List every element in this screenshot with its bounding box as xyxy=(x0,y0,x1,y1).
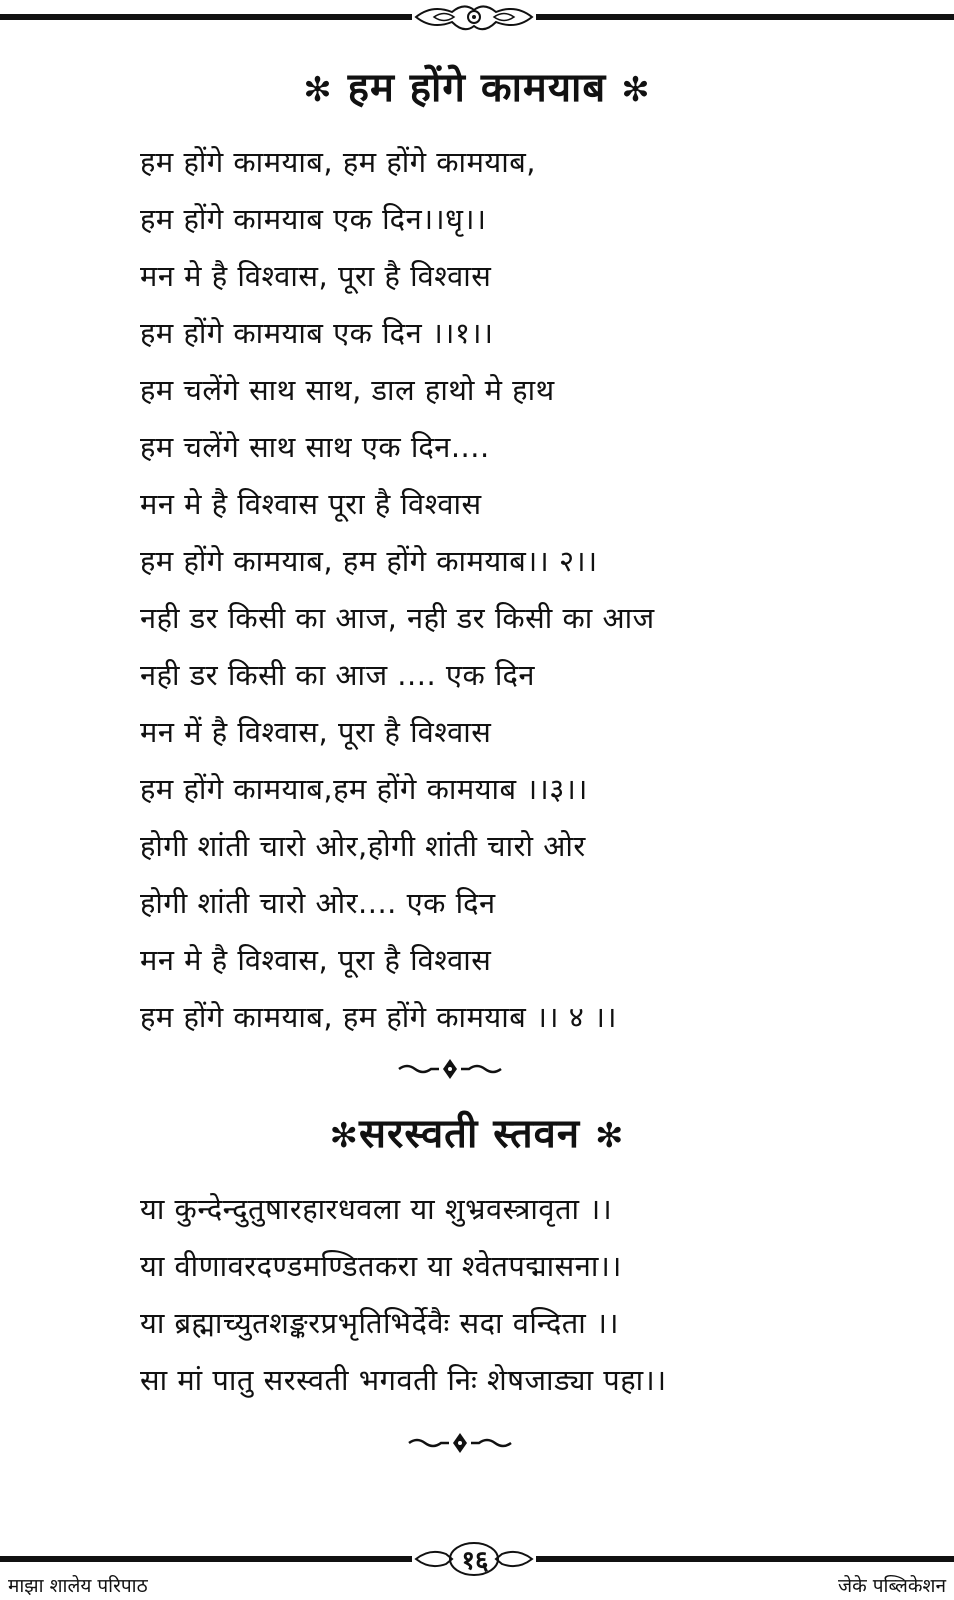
shloka-line: सा मां पातु सरस्वती भगवती निः शेषजाड्या पहा।। xyxy=(140,1363,667,1397)
song-title-saraswati-stavan xyxy=(0,1106,954,1164)
page-number: १६ xyxy=(461,1546,489,1576)
verse-line: हम चलेंगे साथ साथ, डाल हाथो मे हाथ xyxy=(140,373,555,407)
footer-publisher: जेके पब्लिकेशन xyxy=(838,1575,946,1597)
section-divider-icon xyxy=(395,1057,505,1081)
asterisk-icon: ✻ xyxy=(329,1116,359,1156)
verse-line: मन मे है विश्वास पूरा है विश्वास xyxy=(140,487,482,521)
footer-book-title: माझा शालेय परिपाठ xyxy=(8,1575,148,1597)
verse-line: मन मे है विश्वास, पूरा है विश्वास xyxy=(140,259,492,293)
shloka-line: या कुन्देन्दुतुषारहारधवला या शुभ्रवस्त्रावृता ।। xyxy=(140,1192,613,1226)
song2-title-text: सरस्वती स्तवन xyxy=(358,1111,581,1157)
verse-line: हम होंगे कामयाब एक दिन।।धृ।। xyxy=(140,202,487,236)
verse-line: मन मे है विश्वास, पूरा है विश्वास xyxy=(140,943,492,977)
song1-title-text: हम होंगे कामयाब xyxy=(347,65,607,111)
verse-line: हम होंगे कामयाब, हम होंगे कामयाब, xyxy=(140,145,537,179)
asterisk-icon: ✻ xyxy=(621,70,651,110)
asterisk-icon: ✻ xyxy=(595,1116,625,1156)
shloka-line: या वीणावरदण्डमण्डितकरा या श्वेतपद्मासना।। xyxy=(140,1249,622,1283)
verse-line: हम होंगे कामयाब,हम होंगे कामयाब ।।३।। xyxy=(140,772,588,806)
verse-line: मन में है विश्वास, पूरा है विश्वास xyxy=(140,715,492,749)
asterisk-icon: ✻ xyxy=(303,70,333,110)
verse-line: नही डर किसी का आज, नही डर किसी का आज xyxy=(140,601,655,635)
verse-line: होगी शांती चारो ओर.... एक दिन xyxy=(140,886,496,920)
top-ornament xyxy=(412,0,536,40)
song-title-hum-honge-kamyab xyxy=(0,60,954,118)
verse-line: हम होंगे कामयाब एक दिन ।।१।। xyxy=(140,316,494,350)
shloka-line: या ब्रह्माच्युतशङ्करप्रभृतिभिर्देवैः सदा वन्दिता ।। xyxy=(140,1306,620,1340)
verse-line: हम होंगे कामयाब, हम होंगे कामयाब।। २।। xyxy=(140,544,598,578)
section-divider-icon xyxy=(405,1431,515,1455)
verse-line: होगी शांती चारो ओर,होगी शांती चारो ओर xyxy=(140,829,586,863)
verse-line: हम चलेंगे साथ साथ एक दिन.... xyxy=(140,430,490,464)
verse-line: हम होंगे कामयाब, हम होंगे कामयाब ।। ४ ।। xyxy=(140,1000,617,1034)
verse-line: नही डर किसी का आज .... एक दिन xyxy=(140,658,535,692)
